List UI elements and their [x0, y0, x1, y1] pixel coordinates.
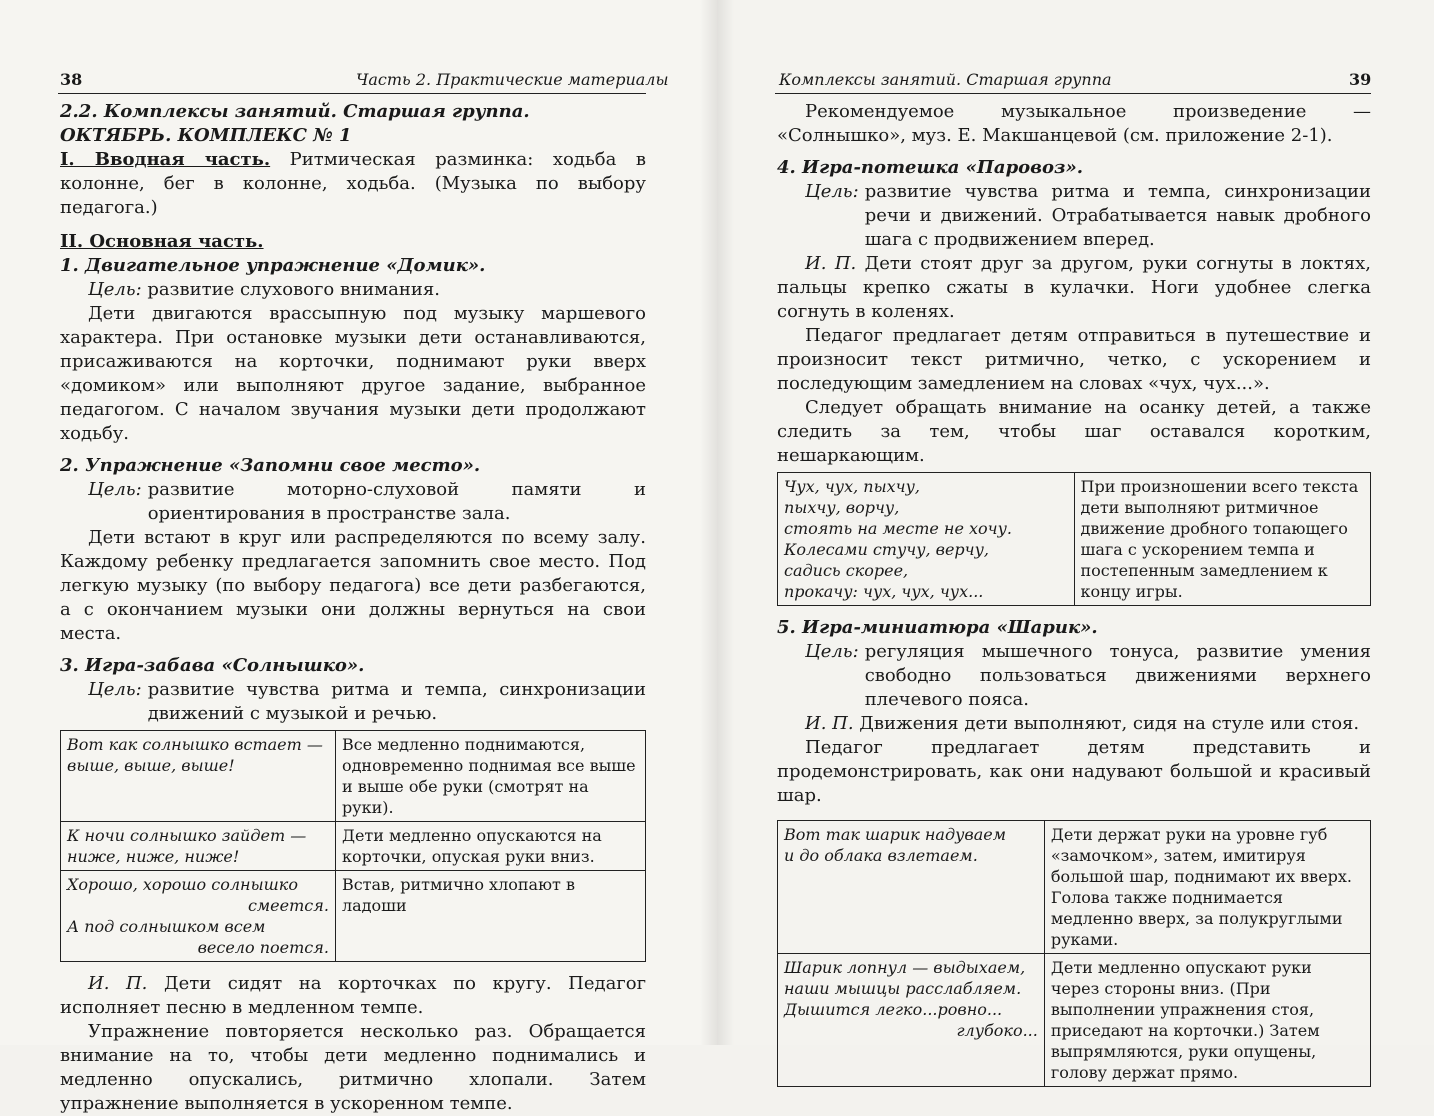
verse-cell	[61, 871, 336, 962]
action-cell: Встав, ритмично хлопают в ладоши	[335, 871, 645, 962]
exercise-4-ip	[777, 252, 1371, 324]
table-row	[61, 731, 646, 822]
exercise-3-table	[60, 730, 646, 962]
right-page	[717, 0, 1434, 1082]
goal-label: Цель:	[805, 181, 859, 202]
verse-line: весело поется.	[197, 938, 329, 957]
action-cell: Дети медленно опускаются на корточки, опуская руки вниз.	[335, 822, 645, 871]
section-title: 2.2. Комплексы занятий. Старшая группа.	[60, 101, 530, 122]
ip-label: И. П.	[88, 973, 148, 994]
verse-line: ниже, ниже, ниже!	[67, 847, 240, 866]
table-row	[778, 473, 1371, 606]
exercise-3-ip	[60, 972, 646, 1020]
verse-cell	[778, 473, 1075, 606]
verse-line: Дышится легко...ровно...	[784, 1000, 1003, 1019]
verse-cell	[778, 821, 1045, 954]
goal-label: Цель:	[88, 279, 142, 300]
verse-line: и до облака взлетаем.	[784, 846, 978, 865]
ip-text: Дети стоят друг за другом, руки согнуты в локтях, пальцы крепко сжаты в кулачки. Ноги удобнее слегка согнуть в коленях.	[777, 253, 1371, 322]
exercise-5-text: Педагог предлагает детям представить и продемонстрировать, как они надувают большой и красивый шар.	[777, 737, 1371, 806]
page-number-text: 39	[1349, 70, 1372, 89]
verse-line: прокачу: чух, чух, чух...	[784, 582, 984, 601]
verse-line: наши мышцы расслабляем.	[784, 979, 1022, 998]
exercise-4-title: 4. Игра-потешка «Паровоз».	[777, 157, 1083, 178]
verse-line: пыхчу, ворчу,	[784, 498, 900, 517]
table-row	[778, 954, 1371, 1087]
verse-line: выше, выше, выше!	[67, 756, 235, 775]
verse-line: смеется.	[247, 896, 329, 915]
goal-text: развитие чувства ритма и темпа, синхронизации движений с музыкой и речью.	[147, 679, 646, 724]
action-cell: Дети держат руки на уровне губ «замочком», затем, имитируя большой шар, поднимают их вверх. Голова также поднимается медленно вверх, за полукруглыми руками.	[1044, 821, 1370, 954]
goal-text: регуляция мышечного тонуса, развитие умения свободно пользоваться движениями верхнего плечевого пояса.	[864, 641, 1371, 710]
intro-label: I. Вводная часть.	[60, 149, 271, 170]
exercise-1-text: Дети двигаются врассыпную под музыку маршевого характера. При остановке музыки дети останавливаются, присаживаются на корточки, поднимают руки вверх «домиком» или выполняют другое задание, выбранное педагогом. С началом звучания музыки дети продолжают ходьбу.	[60, 303, 646, 444]
exercise-5-title: 5. Игра-миниатюра «Шарик».	[777, 617, 1098, 638]
verse-line: Вот как солнышко встает —	[67, 735, 323, 754]
exercise-5-table	[777, 820, 1371, 1087]
exercise-3-goal	[60, 678, 646, 726]
goal-label: Цель:	[88, 479, 142, 500]
verse-line: Чух, чух, пыхчу,	[784, 477, 920, 496]
exercise-1-goal	[60, 278, 646, 302]
verse-cell	[61, 731, 336, 822]
goal-text: развитие слухового внимания.	[141, 279, 440, 300]
verse-cell	[61, 822, 336, 871]
goal-text: развитие моторно-слуховой памяти и ориентирования в пространстве зала.	[147, 479, 646, 524]
verse-line: Колесами стучу, верчу,	[784, 540, 989, 559]
table-row	[61, 871, 646, 962]
verse-line: стоять на месте не хочу.	[784, 519, 1012, 538]
exercise-4-table	[777, 472, 1371, 606]
exercise-2-title: 2. Упражнение «Запомни свое место».	[60, 455, 481, 476]
music-recommendation: Рекомендуемое музыкальное произведение — «Солнышко», муз. Е. Макшанцевой (см. приложение 2-1).	[777, 101, 1371, 146]
exercise-5-ip	[777, 712, 1371, 736]
book-gutter	[700, 0, 734, 1045]
table-row	[61, 822, 646, 871]
exercise-3-text: Упражнение повторяется несколько раз. Обращается внимание на то, чтобы дети медленно поднимались и медленно опускались, ритмично хлопали. Затем упражнение выполняется в ускоренном темпе.	[60, 1021, 646, 1114]
verse-line: Шарик лопнул — выдыхаем,	[784, 958, 1026, 977]
goal-label: Цель:	[88, 679, 142, 700]
ip-label: И. П.	[805, 253, 857, 274]
exercise-4-text-2: Следует обращать внимание на осанку детей, а также следить за тем, чтобы шаг оставался коротким, нешаркающим.	[777, 397, 1371, 466]
page-number-text: 38	[60, 70, 83, 89]
intro-paragraph	[60, 148, 646, 220]
goal-label: Цель:	[805, 641, 859, 662]
action-cell: При произношении всего текста дети выполняют ритмичное движение дробного топающего шага с ускорением темпа и постепенным замедлением к концу игры.	[1074, 473, 1371, 606]
header-rule	[775, 93, 1371, 94]
exercise-2-text: Дети встают в круг или распределяются по всему залу. Каждому ребенку предлагается запомнить свое место. Под легкую музыку (по выбору педагога) все дети разбегаются, а с окончанием музыки они должны вернуться на свои места.	[60, 527, 646, 644]
action-cell: Дети медленно опускают руки через стороны вниз. (При выполнении упражнения стоя, приседают на корточки.) Затем выпрямляются, руки опущены, голову держат прямо.	[1044, 954, 1370, 1087]
verse-line: Вот так шарик надуваем	[784, 825, 1006, 844]
header-rule	[58, 93, 646, 94]
verse-line: Хорошо, хорошо солнышко	[67, 875, 298, 894]
exercise-3-title: 3. Игра-забава «Солнышко».	[60, 655, 365, 676]
goal-text: развитие чувства ритма и темпа, синхронизации речи и движений. Отрабатывается навык дробного шага с продвижением вперед.	[864, 181, 1371, 250]
action-cell: Все медленно поднимаются, одновременно поднимая все выше и выше обе руки (смотрят на руки).	[335, 731, 645, 822]
verse-line: садись скорее,	[784, 561, 909, 580]
exercise-1-title: 1. Двигательное упражнение «Домик».	[60, 255, 486, 276]
right-column	[777, 100, 1371, 1097]
ip-text: Дети сидят на корточках по кругу. Педагог исполняет песню в медленном темпе.	[60, 973, 646, 1018]
left-column	[60, 100, 646, 1116]
table-row	[778, 821, 1371, 954]
exercise-5-goal	[777, 640, 1371, 712]
exercise-4-text-1: Педагог предлагает детям отправиться в путешествие и произносит текст ритмично, четко, с ускорением и последующим замедлением на словах «чух, чух...».	[777, 325, 1371, 394]
verse-cell	[778, 954, 1045, 1087]
complex-title: ОКТЯБРЬ. КОМПЛЕКС № 1	[60, 125, 352, 146]
running-head: Часть 2. Практические материалы	[356, 70, 669, 89]
exercise-4-goal	[777, 180, 1371, 252]
ip-text: Движения дети выполняют, сидя на стуле или стоя.	[853, 713, 1360, 734]
left-page	[0, 0, 717, 1114]
verse-line: глубоко...	[956, 1021, 1038, 1040]
ip-label: И. П.	[805, 713, 854, 734]
verse-line: К ночи солнышко зайдет —	[67, 826, 307, 845]
page-number	[1349, 70, 1371, 89]
verse-line: А под солнышком всем	[67, 917, 266, 936]
exercise-2-goal	[60, 478, 646, 526]
intro-text: Ритмическая разминка: ходьба в колонне, бег в колонне, ходьба. (Музыка по выбору педагога.)	[60, 149, 646, 218]
main-part-label: II. Основная часть.	[60, 231, 264, 252]
page-number	[60, 70, 82, 89]
running-head: Комплексы занятий. Старшая группа	[779, 70, 1112, 89]
